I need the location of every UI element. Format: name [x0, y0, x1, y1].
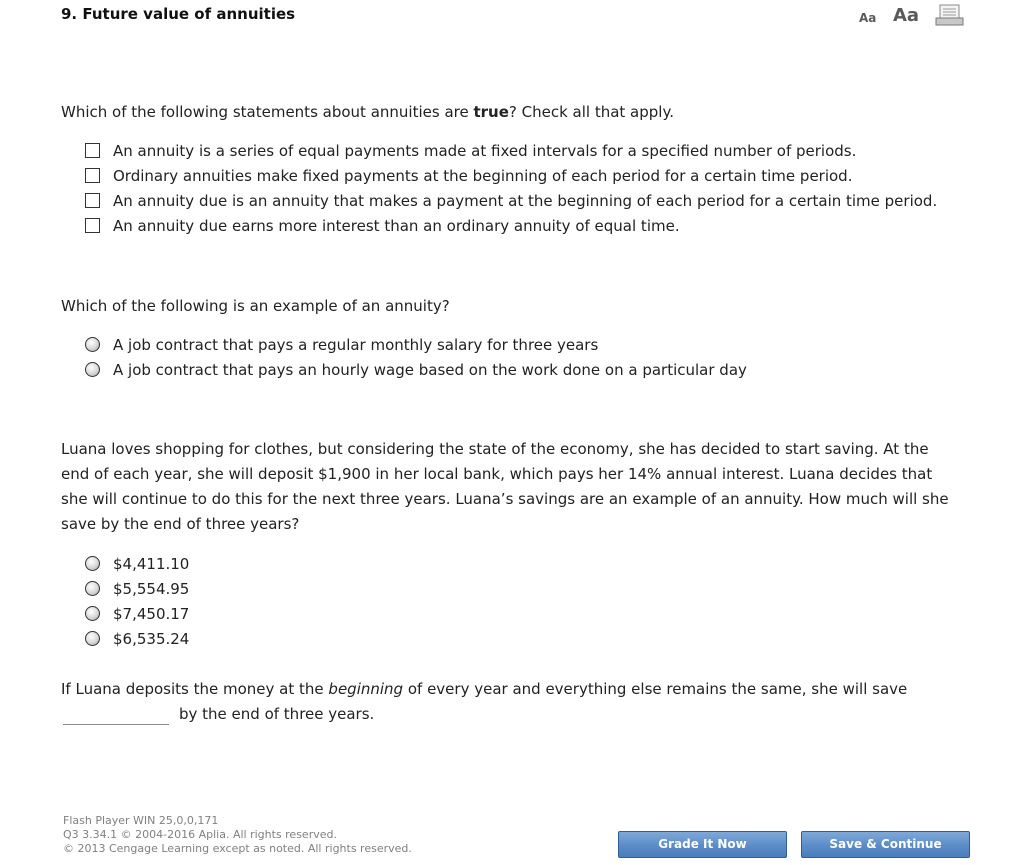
q1-option-label: Ordinary annuities make fixed payments at the beginning of each period for a certain time period. [113, 166, 853, 185]
radio-button[interactable] [85, 362, 100, 377]
q1-prompt-text: Which of the following statements about annuities are [61, 103, 474, 121]
q4-prompt-text: If Luana deposits the money at the [61, 680, 329, 698]
q3-options [85, 551, 189, 651]
q1-option-label: An annuity due is an annuity that makes a payment at the beginning of each period for a certain time period. [113, 191, 938, 210]
q2-option-label: A job contract that pays a regular monthly salary for three years [113, 335, 599, 354]
save-and-continue-button[interactable]: Save & Continue [801, 831, 970, 858]
footer-flash-version: Flash Player WIN 25,0,0,171 [63, 814, 219, 827]
radio-button[interactable] [85, 556, 100, 571]
radio-button[interactable] [85, 631, 100, 646]
radio-button[interactable] [85, 606, 100, 621]
q1-options [85, 138, 937, 238]
q3-option-1[interactable] [85, 551, 189, 576]
footer-info [63, 814, 412, 856]
grade-it-now-button[interactable]: Grade It Now [618, 831, 787, 858]
q1-prompt [61, 100, 674, 125]
q4-prompt-tail: by the end of three years. [179, 705, 375, 723]
font-size-large-button[interactable]: Aa [893, 5, 920, 26]
checkbox[interactable] [85, 143, 100, 158]
checkbox[interactable] [85, 168, 100, 183]
q3-option-label: $7,450.17 [113, 604, 190, 623]
q3-option-3[interactable] [85, 601, 189, 626]
radio-button[interactable] [85, 337, 100, 352]
radio-button[interactable] [85, 581, 100, 596]
q2-option-1[interactable] [85, 332, 747, 357]
q1-prompt-text-end: ? Check all that apply. [508, 103, 674, 121]
q1-option-1[interactable] [85, 138, 937, 163]
q1-prompt-bold: true [473, 103, 509, 121]
question-title: 9. Future value of annuities [61, 5, 296, 23]
q1-option-4[interactable] [85, 213, 937, 238]
q3-option-label: $5,554.95 [113, 579, 190, 598]
q2-option-2[interactable] [85, 357, 747, 382]
q1-option-label: An annuity due earns more interest than an ordinary annuity of equal time. [113, 216, 680, 235]
q1-option-label: An annuity is a series of equal payments made at fixed intervals for a specified number of periods. [113, 141, 857, 160]
q3-option-2[interactable] [85, 576, 189, 601]
q4-prompt-italic: beginning [328, 680, 404, 698]
checkbox[interactable] [85, 193, 100, 208]
q2-options [85, 332, 747, 382]
footer-copyright-aplia: Q3 3.34.1 © 2004-2016 Aplia. All rights reserved. [63, 828, 337, 841]
q3-option-4[interactable] [85, 626, 189, 651]
font-size-small-button[interactable]: Aa [859, 11, 877, 25]
checkbox[interactable] [85, 218, 100, 233]
q4-prompt [61, 677, 961, 702]
q3-option-label: $4,411.10 [113, 554, 190, 573]
print-icon[interactable] [935, 4, 964, 26]
q3-option-label: $6,535.24 [113, 629, 190, 648]
q1-option-3[interactable] [85, 188, 937, 213]
footer-copyright-cengage: © 2013 Cengage Learning except as noted. All rights reserved. [63, 842, 412, 855]
q4-answer-dropdown[interactable] [63, 724, 169, 725]
q3-prompt: Luana loves shopping for clothes, but considering the state of the economy, she has decided to start saving. At the end of each year, she will deposit $1,900 in her local bank, which pays her 14% annual interest. Luana decides that she will continue to do this for the next three years. Luana’s savings are an example of an annuity. How much will she save by the end of three years? [61, 440, 949, 533]
q2-option-label: A job contract that pays an hourly wage based on the work done on a particular day [113, 360, 747, 379]
q4-prompt-text-end: of every year and everything else remains the same, she will save [403, 680, 908, 698]
q1-option-2[interactable] [85, 163, 937, 188]
q2-prompt: Which of the following is an example of an annuity? [61, 297, 450, 315]
